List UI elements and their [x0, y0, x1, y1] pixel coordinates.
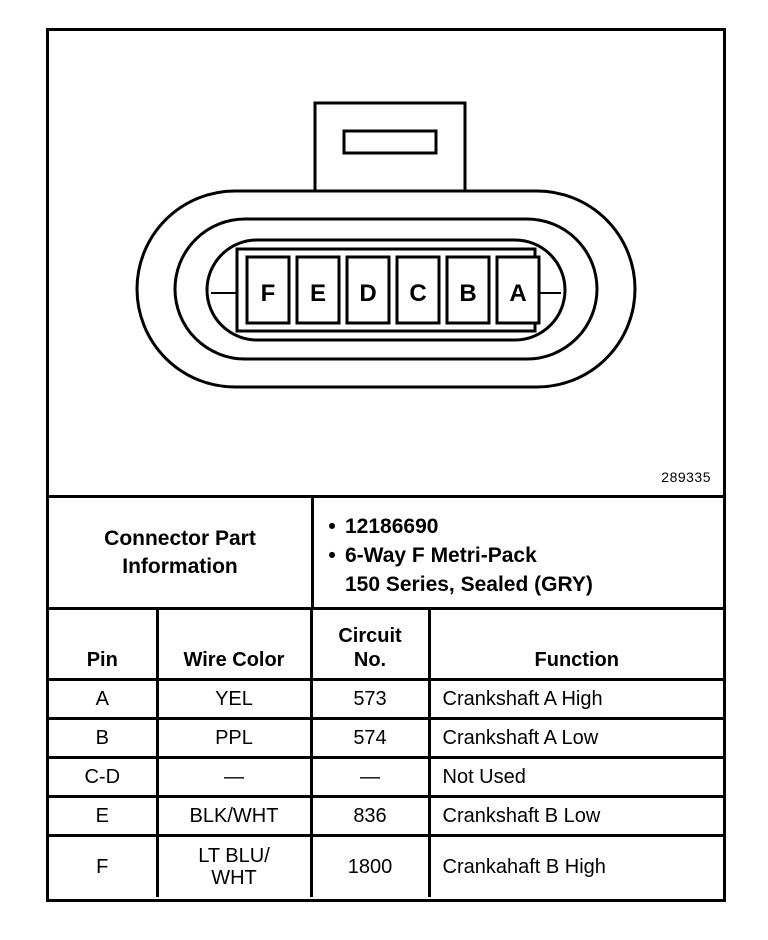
pin-cell: C-D: [49, 758, 157, 797]
pin-cell: F: [49, 836, 157, 898]
locking-tab-slot: [344, 131, 436, 153]
pin-label-f: F: [260, 280, 276, 307]
part-number-bullet: [319, 512, 593, 541]
part-number: 12186690: [345, 515, 439, 538]
bullet-icon: •: [328, 515, 336, 538]
pin-cell: A: [49, 680, 157, 719]
circuit-cell: 1800: [311, 836, 429, 898]
wire-color-cell: LT BLU/ WHT: [157, 836, 311, 898]
table-row: [49, 719, 723, 758]
header-circuit-no: Circuit No.: [311, 610, 429, 680]
header-pin: Pin: [49, 610, 157, 680]
pin-label-c: C: [409, 280, 427, 307]
function-cell: Crankshaft A High: [429, 680, 723, 719]
function-cell: Crankshaft A Low: [429, 719, 723, 758]
circuit-cell: —: [311, 758, 429, 797]
wire-color-cell: YEL: [157, 680, 311, 719]
connector-type: 6-Way F Metri-Pack 150 Series, Sealed (GRY): [345, 544, 593, 596]
pin-table: [49, 610, 723, 897]
connector-type-bullet: [319, 541, 593, 599]
circuit-cell: 573: [311, 680, 429, 719]
circuit-cell: 836: [311, 797, 429, 836]
part-info-bullets: [319, 512, 593, 599]
table-row: [49, 758, 723, 797]
part-info-label-text: Connector Part Information: [104, 526, 256, 578]
part-info-label: [49, 498, 314, 607]
pin-label-b: B: [459, 280, 477, 307]
wire-color-cell: PPL: [157, 719, 311, 758]
pin-label-a: A: [509, 280, 527, 307]
bullet-icon: •: [328, 544, 336, 567]
function-cell: Crankahaft B High: [429, 836, 723, 898]
connector-part-info: [49, 498, 723, 610]
table-row: [49, 797, 723, 836]
table-row: [49, 836, 723, 898]
figure-number: 289335: [661, 469, 711, 485]
header-function: Function: [429, 610, 723, 680]
pin-cell: B: [49, 719, 157, 758]
table-row: [49, 680, 723, 719]
pin-label-d: D: [359, 280, 377, 307]
wire-color-cell: BLK/WHT: [157, 797, 311, 836]
pin-label-e: E: [309, 280, 327, 307]
connector-diagram: [49, 31, 723, 498]
function-cell: Not Used: [429, 758, 723, 797]
wire-color-cell: —: [157, 758, 311, 797]
pin-cell: E: [49, 797, 157, 836]
connector-face-drawing: [49, 31, 723, 495]
circuit-cell: 574: [311, 719, 429, 758]
function-cell: Crankshaft B Low: [429, 797, 723, 836]
header-wire-color: Wire Color: [157, 610, 311, 680]
pin-table-header-row: [49, 610, 723, 680]
connector-sheet: [46, 28, 726, 902]
